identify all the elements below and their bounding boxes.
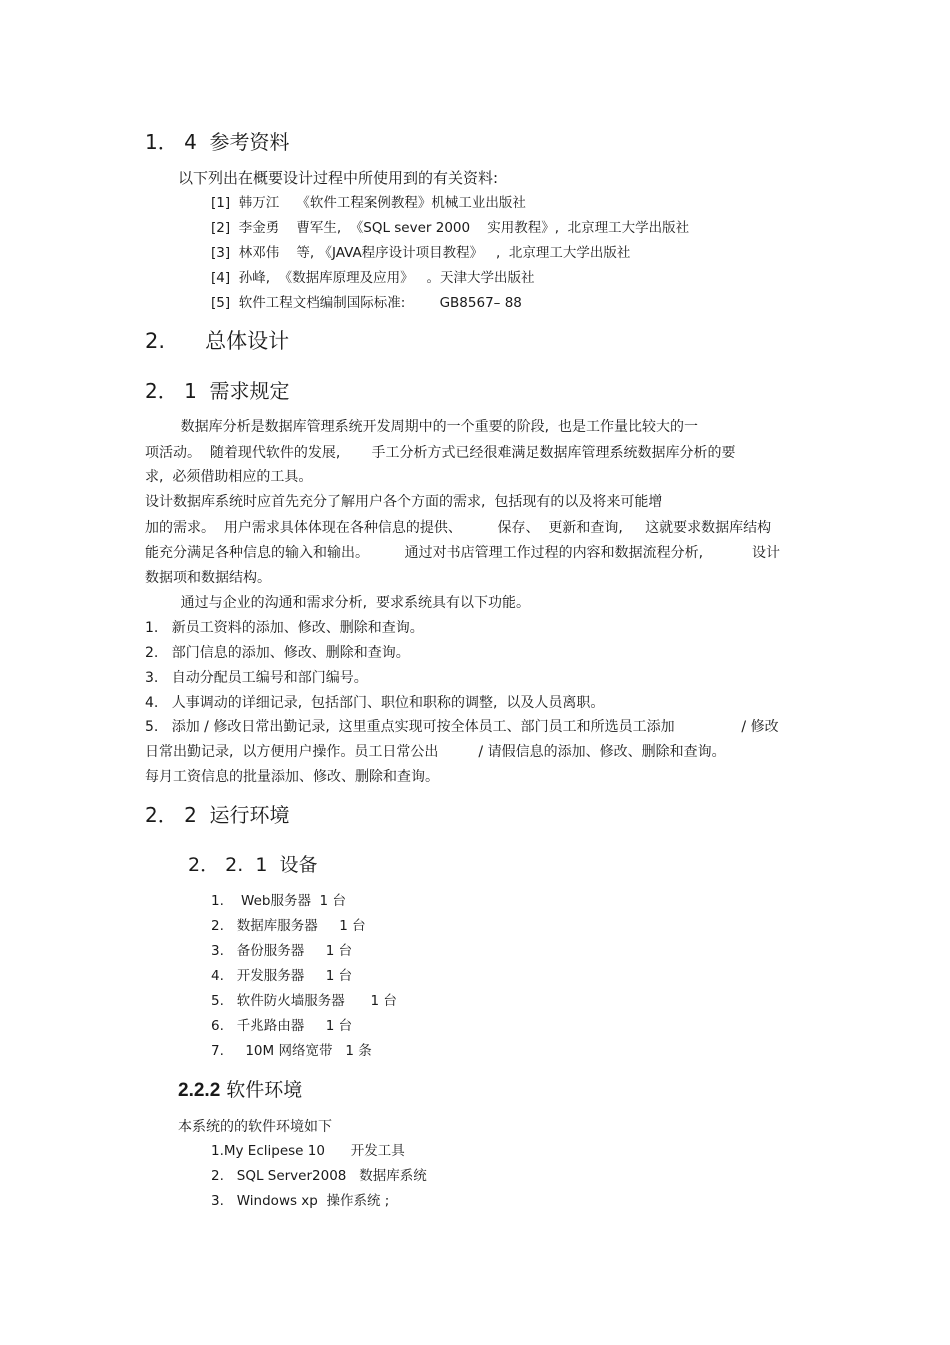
reference-item: [1] 韩万江 《软件工程案例教程》机械工业出版社 (211, 195, 526, 211)
section-1-4-intro: 以下列出在概要设计过程中所使用到的有关资料: (178, 169, 499, 187)
body-line: 数据项和数据结构。 (145, 570, 271, 586)
reference-item: [2] 李金勇 曹军生, 《SQL sever 2000 实用教程》, 北京理工大学出版社 (211, 220, 690, 236)
software-item: 1.My Eclipese 10 开发工具 (211, 1143, 405, 1159)
section-2-1-heading: 2． 1 需求规定 (145, 379, 290, 403)
section-2-2-2-number: 2.2.2 (178, 1080, 221, 1101)
equipment-item: 2. 数据库服务器 1 台 (211, 918, 366, 934)
body-line: 项活动。 随着现代软件的发展, 手工分析方式已经很难满足数据库管理系统数据库分析的要 (145, 445, 736, 461)
section-2-2-heading: 2． 2 运行环境 (145, 803, 290, 827)
section-2-heading: 2. 总体设计 (145, 329, 290, 353)
body-line: 日常出勤记录, 以方便用户操作。员工日常公出 / 请假信息的添加、修改、删除和查询。 (145, 744, 726, 760)
body-line: 求, 必须借助相应的工具。 (145, 469, 313, 485)
body-line: 加的需求。 用户需求具体体现在各种信息的提供、 保存、 更新和查询, 这就要求数据库结构 (145, 520, 772, 536)
body-line: 数据库分析是数据库管理系统开发周期中的一个重要的阶段, 也是工作量比较大的一 (145, 419, 698, 435)
body-line: 能充分满足各种信息的输入和输出。 通过对书店管理工作过程的内容和数据流程分析, 设计 (145, 545, 781, 561)
body-line: 每月工资信息的批量添加、修改、删除和查询。 (145, 769, 439, 785)
reference-item: [3] 林邓伟 等, 《JAVA程序设计项目教程》 , 北京理工大学出版社 (211, 245, 631, 261)
software-item: 2. SQL Server2008 数据库系统 (211, 1168, 427, 1184)
function-list-item: 1. 新员工资料的添加、修改、删除和查询。 (145, 620, 424, 636)
reference-item: [4] 孙峰, 《数据库原理及应用》 。天津大学出版社 (211, 270, 535, 286)
equipment-item: 6. 千兆路由器 1 台 (211, 1018, 353, 1034)
section-1-4-heading: 1． 4 参考资料 (145, 130, 290, 154)
function-list-item: 5. 添加 / 修改日常出勤记录, 这里重点实现可按全体员工、部门员工和所选员工添加 / 修改 (145, 719, 779, 735)
body-line: 通过与企业的沟通和需求分析, 要求系统具有以下功能。 (145, 595, 530, 611)
section-2-2-2-title: 软件环境 (220, 1079, 303, 1101)
equipment-item: 7. 10M 网络宽带 1 条 (211, 1043, 372, 1059)
function-list-item: 4. 人事调动的详细记录, 包括部门、职位和职称的调整, 以及人员离职。 (145, 695, 605, 711)
software-item: 3. Windows xp 操作系统 ; (211, 1193, 390, 1209)
body-line: 设计数据库系统时应首先充分了解用户各个方面的需求, 包括现有的以及将来可能增 (145, 494, 663, 510)
equipment-item: 5. 软件防火墙服务器 1 台 (211, 993, 397, 1009)
function-list-item: 2. 部门信息的添加、修改、删除和查询。 (145, 645, 410, 661)
section-2-2-2-heading (178, 1081, 302, 1100)
function-list-item: 3. 自动分配员工编号和部门编号。 (145, 670, 368, 686)
equipment-item: 4. 开发服务器 1 台 (211, 968, 353, 984)
equipment-item: 1. Web服务器 1 台 (211, 893, 346, 909)
software-intro: 本系统的的软件环境如下 (178, 1119, 332, 1135)
section-2-2-1-heading: 2． 2. 1 设备 (188, 854, 318, 876)
reference-item: [5] 软件工程文档编制国际标准: GB8567– 88 (211, 295, 522, 311)
equipment-item: 3. 备份服务器 1 台 (211, 943, 353, 959)
